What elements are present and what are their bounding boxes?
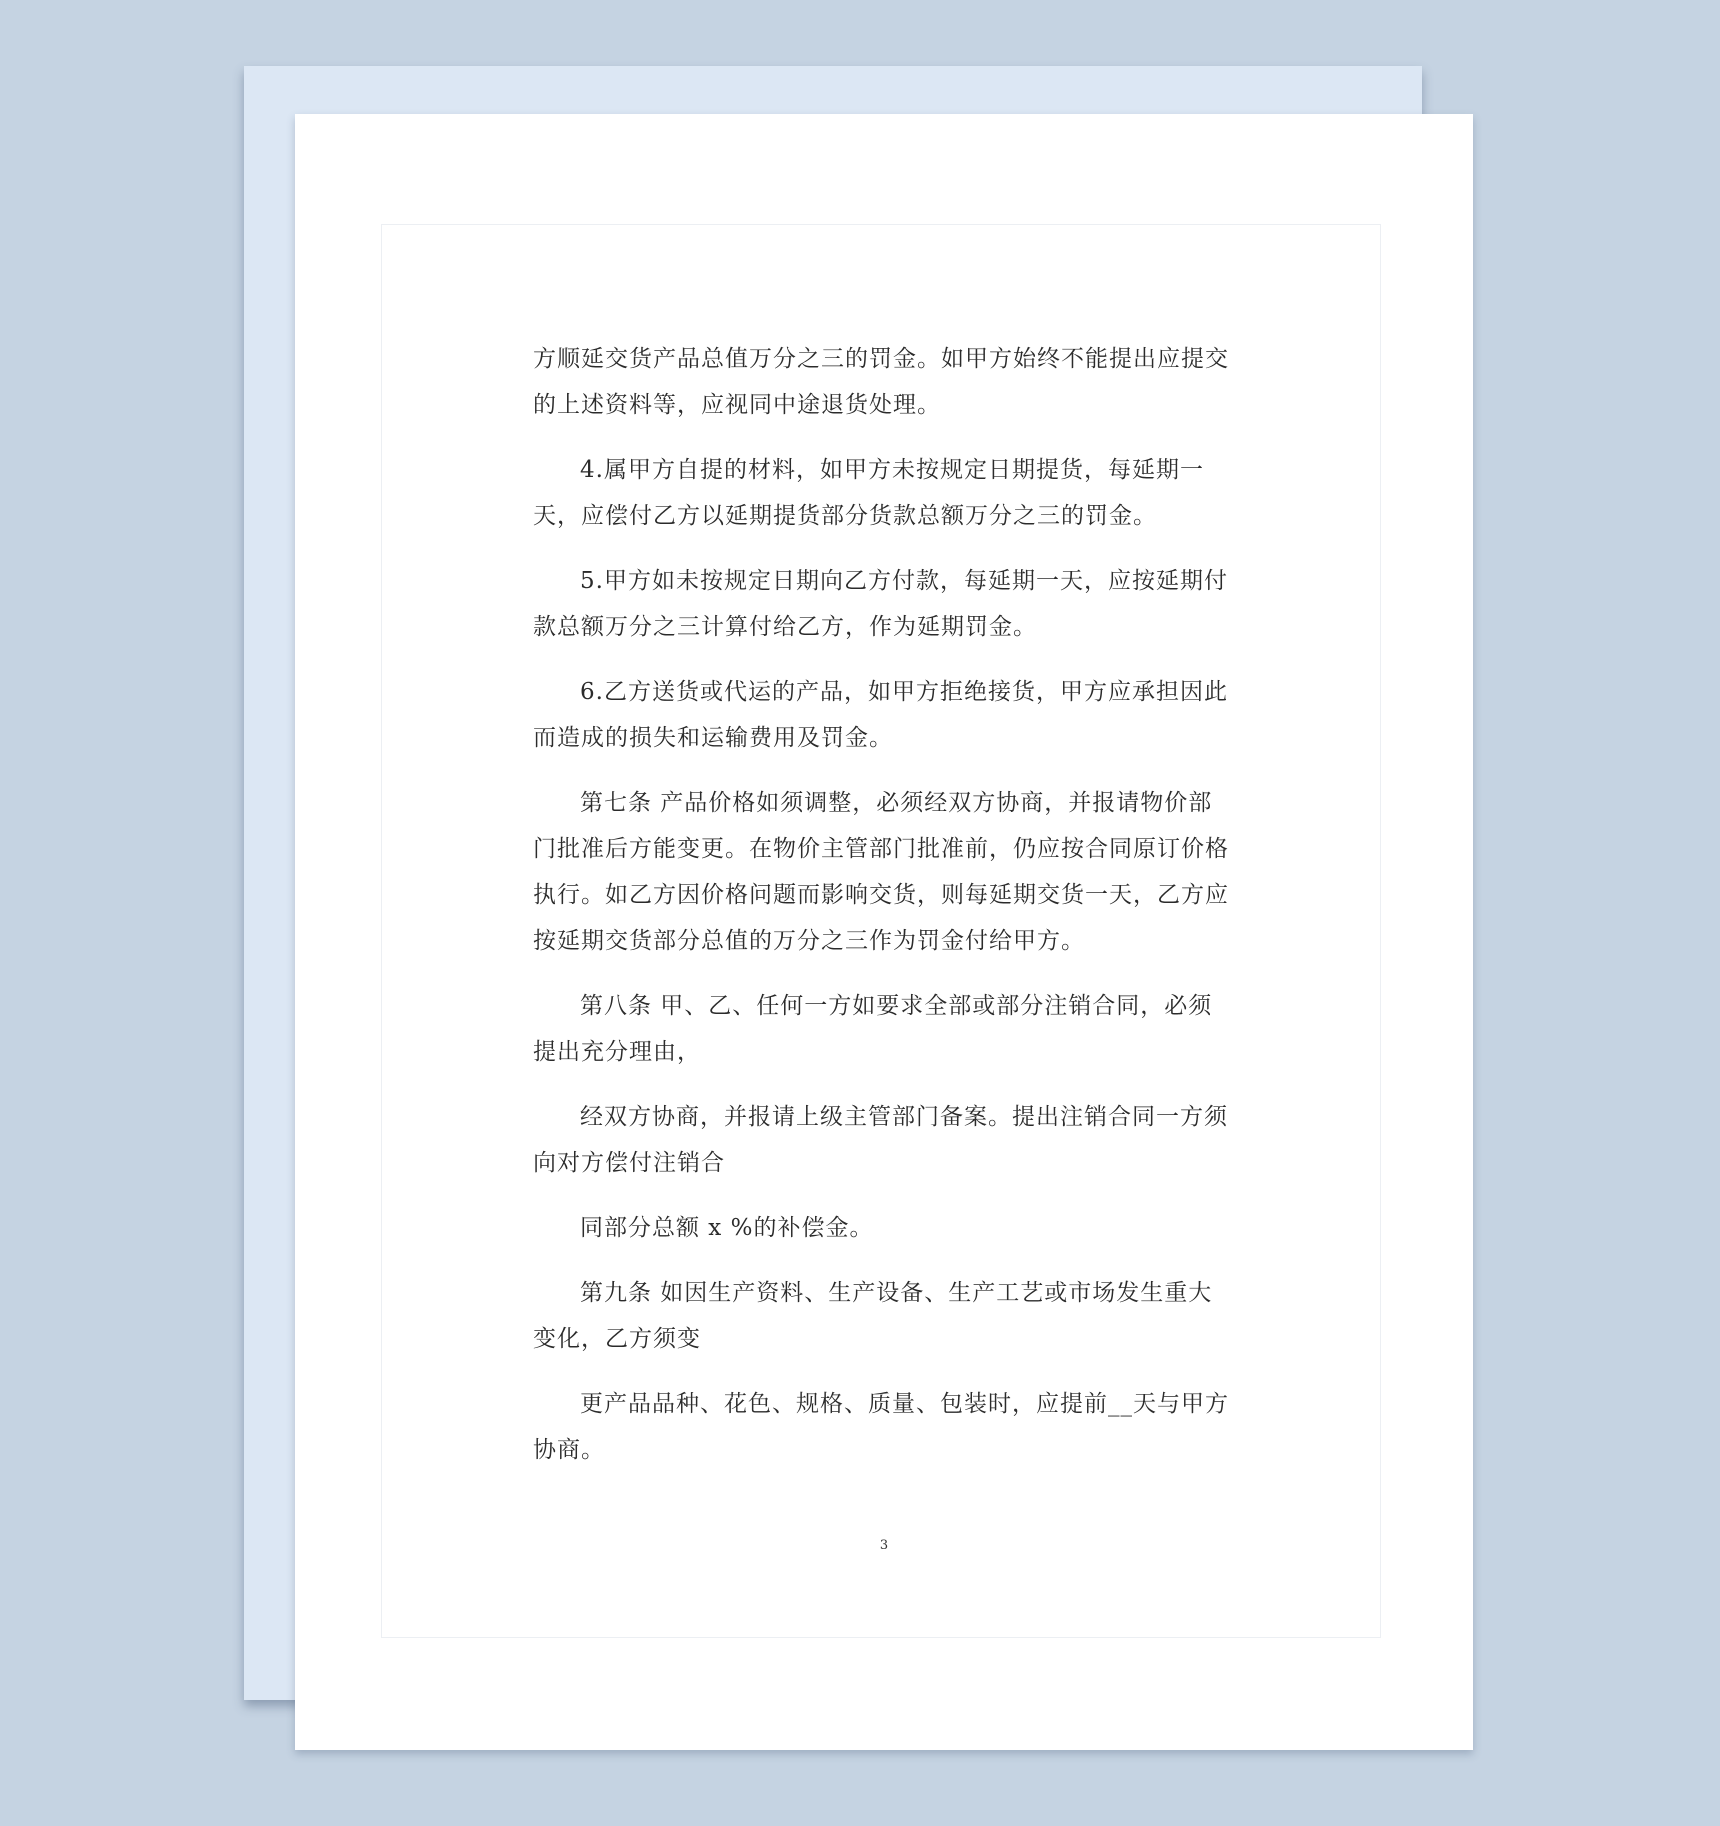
paragraph-clause-6: 6.乙方送货或代运的产品，如甲方拒绝接货，甲方应承担因此而造成的损失和运输费用及罚金。 — [533, 679, 1228, 751]
paragraph-article-8: 第八条 甲、乙、任何一方如要求全部或部分注销合同，必须提出充分理由， — [533, 993, 1213, 1065]
paragraph-article-9: 第九条 如因生产资料、生产设备、生产工艺或市场发生重大变化，乙方须变 — [533, 1280, 1213, 1352]
paragraph-article-8-cont-1: 经双方协商，并报请上级主管部门备案。提出注销合同一方须向对方偿付注销合 — [533, 1104, 1228, 1176]
paragraph-clause-4: 4.属甲方自提的材料，如甲方未按规定日期提货，每延期一天，应偿付乙方以延期提货部分货款总额万分之三的罚金。 — [533, 457, 1204, 529]
front-page-sheet — [295, 114, 1473, 1750]
paragraph-article-8-cont-2: 同部分总额 x %的补偿金。 — [580, 1215, 874, 1241]
page-number: 3 — [879, 1538, 889, 1553]
paragraph-article-7: 第七条 产品价格如须调整，必须经双方协商，并报请物价部门批准后方能变更。在物价主管部门批准前，仍应按合同原订价格执行。如乙方因价格问题而影响交货，则每延期交货一天，乙方应按延期交货部分总值的万分之三作为罚金付给甲方。 — [533, 790, 1229, 954]
paragraph-article-9-cont: 更产品品种、花色、规格、质量、包装时，应提前__天与甲方协商。 — [533, 1391, 1229, 1463]
paragraph-clause-5: 5.甲方如未按规定日期向乙方付款，每延期一天，应按延期付款总额万分之三计算付给乙方，作为延期罚金。 — [533, 568, 1228, 640]
document-body — [533, 336, 1233, 1492]
paragraph-continuation: 方顺延交货产品总值万分之三的罚金。如甲方始终不能提出应提交的上述资料等，应视同中途退货处理。 — [533, 346, 1229, 418]
